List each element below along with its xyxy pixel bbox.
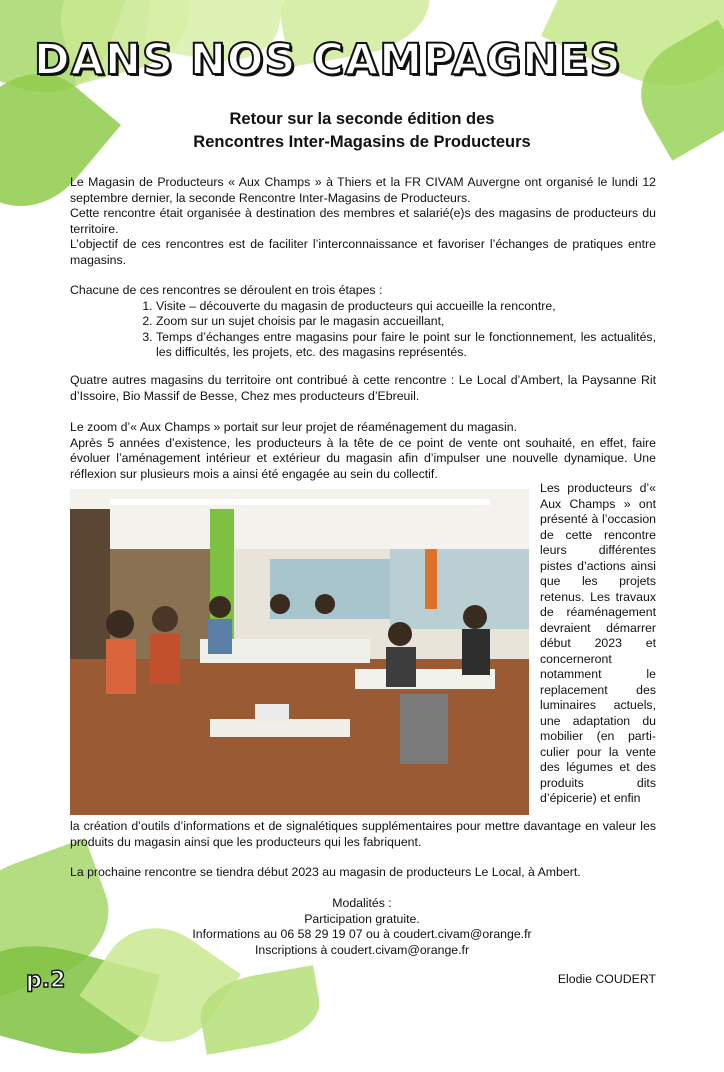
- step-item: 3. Temps d’échanges entre magasins pour faire le point sur le fonctionnement, les actualités, les difficultés, les projets, etc. des magasins représentés.: [156, 330, 656, 361]
- page-title: DANS NOS CAMPAGNES: [34, 35, 622, 85]
- article-headline: [100, 108, 624, 154]
- page-number: p.2: [26, 968, 66, 993]
- meeting-photo: [70, 489, 529, 815]
- headline-line-1: Retour sur la seconde édition des: [229, 110, 495, 128]
- intro-block: [70, 175, 656, 268]
- step-item: 1. Visite – découverte du magasin de producteurs qui accueille la rencontre,: [156, 299, 656, 315]
- steps-list: [70, 299, 656, 361]
- modalities-signup: Inscriptions à coudert.civam@orange.fr: [254, 942, 470, 957]
- headline-line-2: Rencontres Inter-Magasins de Producteurs: [193, 133, 531, 151]
- meeting-photo-illustration: [70, 489, 529, 815]
- contributors-paragraph: Quatre autres magasins du territoire ont contribué à cette rencontre : Le Local d’Ambert, la Paysanne Rit d’Issoire, Bio Massif de Besse, Chez mes producteurs d’Ebreuil.: [70, 373, 656, 403]
- author-name: Elodie COUDERT: [557, 972, 656, 986]
- intro-paragraph: Cette rencontre était organisée à destination des membres et salarié(e)s des magasins de producteurs du territoire.: [70, 206, 656, 236]
- steps-intro: Chacune de ces rencontres se déroulent en trois étapes :: [70, 283, 383, 297]
- side-paragraph: Les producteurs d’« Aux Champs » ont présenté à l’occasion de cette rencontre leurs différentes pistes d’actions ainsi que les projets retenus. Les travaux de réaménagement devraient démarrer début 2023 et concerneront notamment le replacement des luminaires actuels, une adaptation du mobilier (en parti-culier pour la vente des légumes et des produits dits d’épicerie) et enfin: [540, 481, 656, 805]
- modalities-info: Informations au 06 58 29 19 07 ou à coudert.civam@orange.fr: [192, 927, 532, 941]
- modalities-price: Participation gratuite.: [304, 911, 420, 926]
- zoom-paragraph: Le zoom d’« Aux Champs » portait sur leur projet de réaménagement du magasin.: [70, 420, 518, 434]
- modalities-title: Modalités :: [332, 896, 392, 910]
- intro-paragraph: L’objectif de ces rencontres est de faciliter l’interconnaissance et favoriser l’échanges de pratiques entre magasins.: [70, 237, 656, 267]
- after-photo-paragraph: la création d’outils d’informations et de signalétiques supplémentaires pour mettre davantage en valeur les produits du magasin ainsi que les producteurs qui les fabriquent.: [70, 819, 656, 849]
- steps-block: [70, 283, 656, 361]
- zoom-paragraph: Après 5 années d’existence, les producteurs à la tête de ce point de vente ont souhaité, en effet, faire évoluer l’aménagement intérieur et extérieur du magasin afin d’impulser une nouvelle dynamique. Une réflexion sur plusieurs mois a ainsi été engagée au sein du collectif.: [70, 435, 656, 481]
- step-item: 2. Zoom sur un sujet choisis par le magasin accueillant,: [156, 314, 656, 330]
- modalities-box: [100, 896, 624, 958]
- zoom-block: [70, 420, 656, 482]
- closing-paragraph: La prochaine rencontre se tiendra début 2023 au magasin de producteurs Le Local, à Ambert.: [70, 865, 581, 879]
- intro-paragraph: Le Magasin de Producteurs « Aux Champs » à Thiers et la FR CIVAM Auvergne ont organisé le lundi 12 septembre dernier, la seconde Rencontre Inter-Magasins de Producteurs.: [70, 175, 656, 205]
